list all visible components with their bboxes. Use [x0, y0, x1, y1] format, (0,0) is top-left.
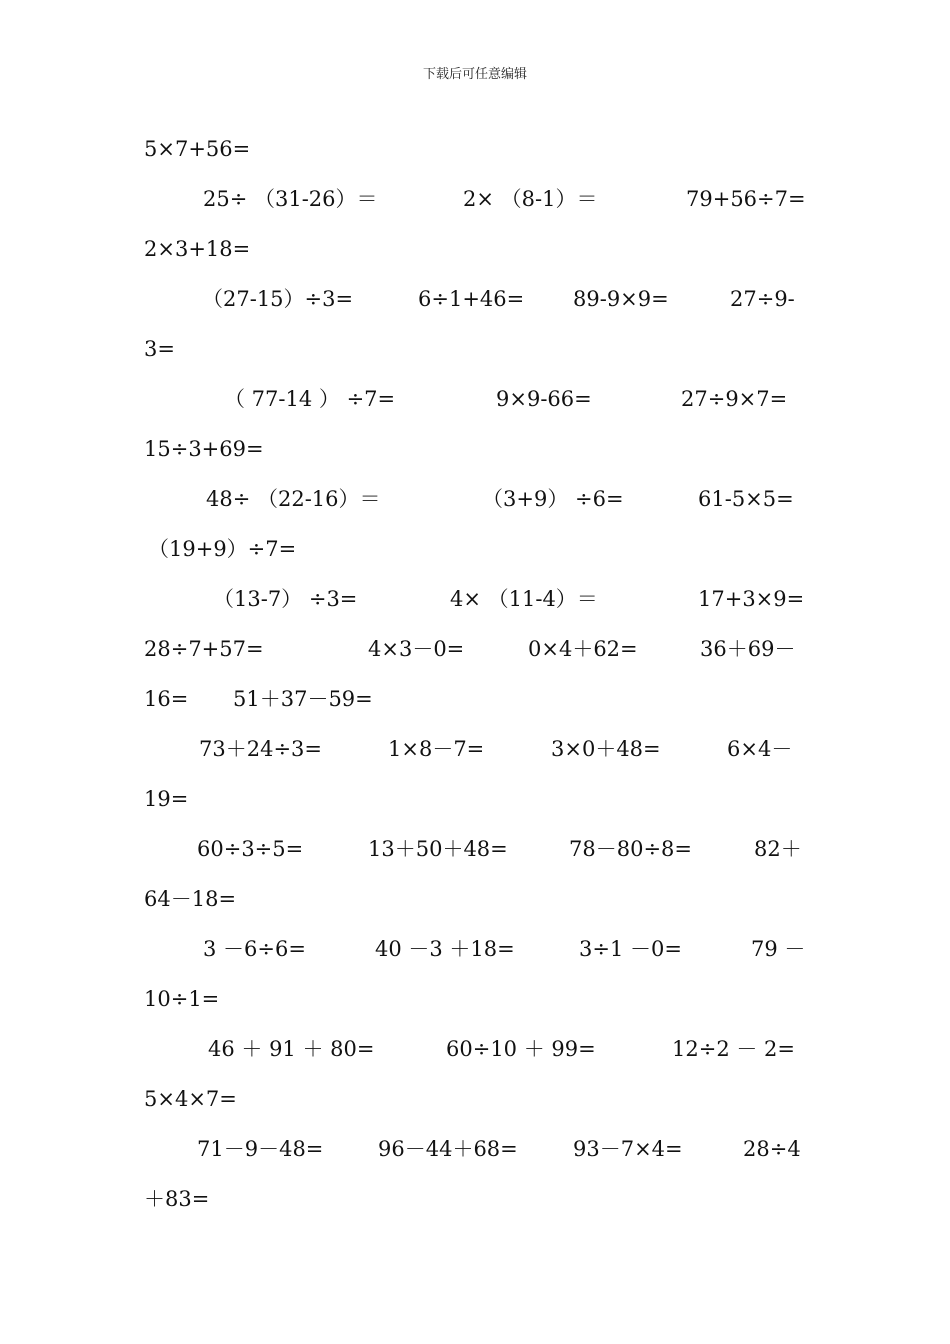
problem-line [0, 984, 950, 1014]
page-header: 下载后可任意编辑 [422, 67, 527, 82]
problem-line [0, 784, 950, 814]
math-problem: 61-5×5= [698, 487, 794, 511]
math-problem: 27÷9- [730, 287, 795, 311]
problem-line [0, 434, 950, 464]
problem-line [0, 1134, 950, 1164]
problem-line [0, 734, 950, 764]
problem-line [0, 634, 950, 664]
math-problem: 79+56÷7= [686, 187, 806, 211]
problem-line [0, 934, 950, 964]
math-problem: 19= [144, 787, 189, 811]
problem-line [0, 684, 950, 714]
math-problem: ＋83= [144, 1187, 210, 1211]
problem-line [0, 134, 950, 164]
math-problem: 40 －3 ＋18= [375, 937, 515, 961]
math-problem: 10÷1= [144, 987, 220, 1011]
math-problem: （13-7） ÷3= [213, 587, 358, 611]
math-problem: 79 － [751, 937, 806, 961]
math-problem: 15÷3+69= [144, 437, 264, 461]
math-problem: 89-9×9= [573, 287, 669, 311]
math-problem: 96－44＋68= [378, 1137, 518, 1161]
math-problem: 5×4×7= [144, 1087, 237, 1111]
math-problem: 2× （8-1）＝ [463, 187, 598, 211]
math-problem: 6÷1+46= [418, 287, 525, 311]
math-problem: （3+9） ÷6= [482, 487, 624, 511]
math-problem: 82＋ [754, 837, 802, 861]
math-problem: 93－7×4= [573, 1137, 683, 1161]
math-problem: 4×3－0= [368, 637, 465, 661]
math-problem: 17+3×9= [698, 587, 805, 611]
math-problem: 51＋37－59= [233, 687, 373, 711]
math-problem: 2×3+18= [144, 237, 251, 261]
math-problem: 3= [144, 337, 175, 361]
math-problem: 6×4－ [727, 737, 793, 761]
problem-line [0, 584, 950, 614]
problem-line [0, 1034, 950, 1064]
math-problem: 25÷ （31-26）＝ [203, 187, 378, 211]
math-problem: 3÷1 －0= [579, 937, 682, 961]
problem-line [0, 484, 950, 514]
problem-line [0, 534, 950, 564]
math-problem: 60÷3÷5= [197, 837, 304, 861]
problem-line [0, 1084, 950, 1114]
math-problem: 27÷9×7= [681, 387, 788, 411]
math-problem: 36＋69－ [700, 637, 796, 661]
problem-line [0, 384, 950, 414]
math-problem: （27-15）÷3= [202, 287, 354, 311]
math-problem: 28÷4 [743, 1137, 801, 1161]
math-problem: 13＋50＋48= [368, 837, 508, 861]
math-problem: 78－80÷8= [569, 837, 692, 861]
math-problem: （19+9）÷7= [148, 537, 297, 561]
problem-line [0, 234, 950, 264]
math-problem: 12÷2 － 2= [672, 1037, 795, 1061]
math-problem: 28÷7+57= [144, 637, 264, 661]
math-problem: 5×7+56= [144, 137, 251, 161]
math-problem: 64－18= [144, 887, 237, 911]
problem-line [0, 284, 950, 314]
problem-line [0, 834, 950, 864]
math-problem: 3×0＋48= [551, 737, 661, 761]
math-problem: （ 77-14 ） ÷7= [224, 387, 396, 411]
math-problem: 0×4＋62= [528, 637, 638, 661]
problem-line [0, 184, 950, 214]
math-problem: 71－9－48= [197, 1137, 324, 1161]
problem-line [0, 1184, 950, 1214]
math-problem: 4× （11-4）＝ [450, 587, 598, 611]
math-problem: 46 ＋ 91 ＋ 80= [208, 1037, 375, 1061]
problem-line [0, 884, 950, 914]
math-problem: 3 －6÷6= [203, 937, 306, 961]
math-problem: 9×9-66= [496, 387, 592, 411]
problem-line [0, 334, 950, 364]
math-problem: 60÷10 ＋ 99= [446, 1037, 596, 1061]
math-problem: 73＋24÷3= [199, 737, 322, 761]
math-problem: 1×8－7= [388, 737, 485, 761]
math-problem: 16= [144, 687, 189, 711]
math-problem: 48÷ （22-16）＝ [206, 487, 381, 511]
